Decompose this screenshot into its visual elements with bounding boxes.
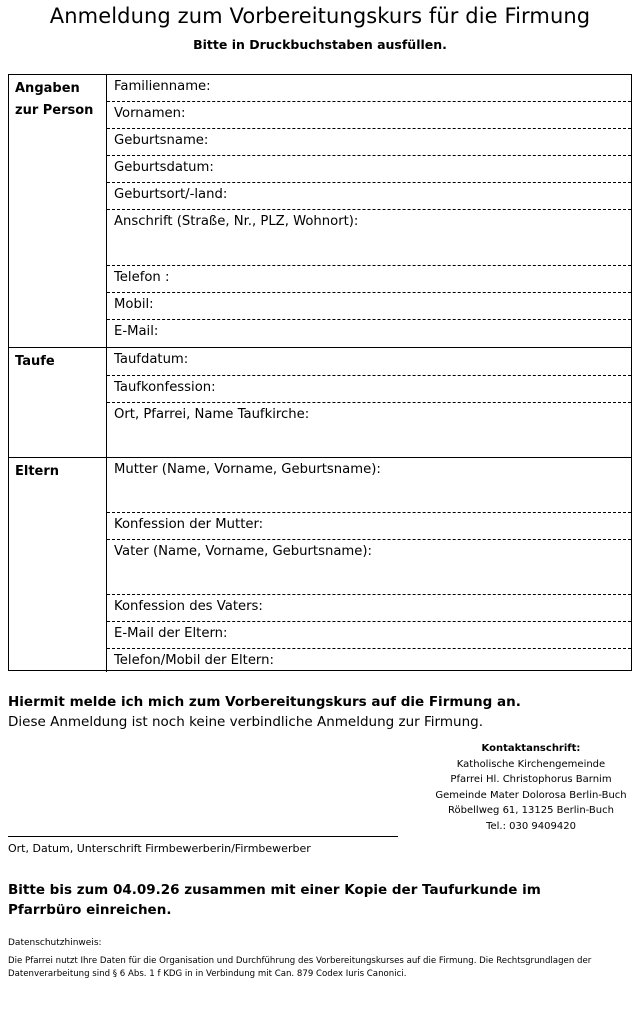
field-label: Familienname: — [114, 79, 211, 94]
section-label-person: Angaben zur Person — [15, 81, 94, 118]
field-label: Konfession des Vaters: — [114, 599, 263, 614]
section-person — [9, 75, 631, 347]
field-taufdatum[interactable] — [107, 348, 631, 376]
signature-label: Ort, Datum, Unterschrift Firmbewerberin/Firmbewerber — [8, 842, 311, 855]
field-label: Telefon : — [114, 270, 170, 285]
section-eltern — [9, 457, 631, 672]
contact-line: Pfarrei Hl. Christophorus Barnim — [450, 774, 612, 785]
field-telefon-eltern[interactable] — [107, 649, 631, 673]
field-mobil[interactable] — [107, 293, 631, 320]
field-label: Anschrift (Straße, Nr., PLZ, Wohnort): — [114, 214, 359, 229]
field-label: Geburtsdatum: — [114, 160, 214, 175]
field-label: Mobil: — [114, 297, 154, 312]
signature-line[interactable] — [8, 836, 398, 837]
privacy-heading: Datenschutzhinweis: — [8, 938, 102, 948]
field-geburtsname[interactable] — [107, 129, 631, 156]
field-geburtsdatum[interactable] — [107, 156, 631, 183]
contact-line: Gemeinde Mater Dolorosa Berlin-Buch — [435, 789, 627, 801]
contact-line: Röbellweg 61, 13125 Berlin-Buch — [448, 805, 614, 816]
field-label: Telefon/Mobil der Eltern: — [114, 653, 274, 668]
contact-address — [422, 741, 640, 834]
field-mutter[interactable] — [107, 458, 631, 513]
field-label: Taufdatum: — [114, 352, 189, 367]
registration-statement: Hiermit melde ich mich zum Vorbereitungskurs auf die Firmung an. — [8, 694, 521, 710]
field-telefon[interactable] — [107, 266, 631, 293]
deadline-notice: Bitte bis zum 04.09.26 zusammen mit einer Kopie der Taufurkunde im Pfarrbüro einreichen. — [8, 882, 541, 918]
field-taufkirche[interactable] — [107, 403, 631, 458]
field-email-eltern[interactable] — [107, 622, 631, 649]
field-konfession-vater[interactable] — [107, 595, 631, 622]
registration-disclaimer: Diese Anmeldung ist noch keine verbindliche Anmeldung zur Firmung. — [8, 714, 483, 730]
field-label: Geburtsort/-land: — [114, 187, 228, 202]
page-subtitle: Bitte in Druckbuchstaben ausfüllen. — [193, 37, 447, 52]
section-label-taufe: Taufe — [15, 354, 55, 369]
field-vater[interactable] — [107, 540, 631, 595]
field-konfession-mutter[interactable] — [107, 513, 631, 540]
field-vornamen[interactable] — [107, 102, 631, 129]
field-label: Taufkonfession: — [114, 380, 216, 395]
page-title: Anmeldung zum Vorbereitungskurs für die Firmung — [49, 4, 591, 28]
field-label: Konfession der Mutter: — [114, 517, 264, 532]
field-taufkonfession[interactable] — [107, 376, 631, 403]
contact-line: Katholische Kirchengemeinde — [456, 758, 606, 770]
contact-line: Tel.: 030 9409420 — [486, 820, 576, 832]
field-label: Vornamen: — [114, 106, 186, 121]
contact-heading: Kontaktanschrift: — [481, 743, 581, 754]
field-label: Geburtsname: — [114, 133, 209, 148]
field-label: Mutter (Name, Vorname, Geburtsname): — [114, 462, 381, 477]
field-label: E-Mail der Eltern: — [114, 626, 228, 641]
section-label-eltern: Eltern — [15, 464, 60, 479]
field-email[interactable] — [107, 320, 631, 347]
field-label: Vater (Name, Vorname, Geburtsname): — [114, 544, 372, 559]
field-familienname[interactable] — [107, 75, 631, 102]
field-label: E-Mail: — [114, 324, 159, 339]
section-taufe — [9, 347, 631, 457]
field-geburtsort[interactable] — [107, 183, 631, 210]
field-anschrift[interactable] — [107, 210, 631, 266]
field-label: Ort, Pfarrei, Name Taufkirche: — [114, 407, 310, 422]
registration-form — [8, 74, 632, 671]
privacy-text: Die Pfarrei nutzt Ihre Daten für die Organisation und Durchführung des Vorbereitungskurses auf die Firmung. Die Rechtsgrundlagen der Datenverarbeitung sind § 6 Abs. 1 f KDG in in Verbindung mit Can. 879 Codex Iuris Canonici. — [8, 956, 592, 979]
